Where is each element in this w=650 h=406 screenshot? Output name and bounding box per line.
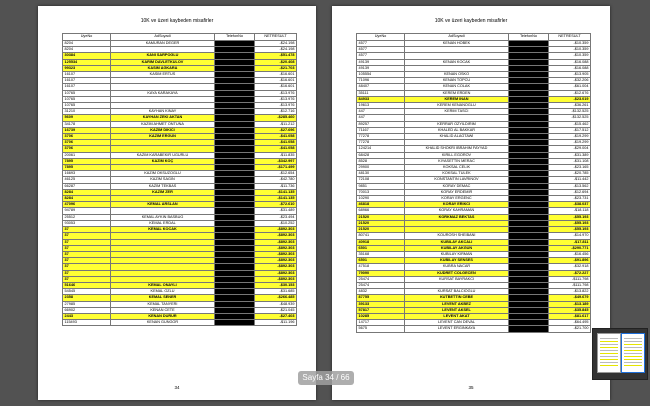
cell-adsoyadi: KUBILAY AKCALI — [405, 239, 509, 245]
cell-uyeno: 77278 — [357, 134, 405, 140]
cell-adsoyadi: KEREM KENANOGLU — [405, 103, 509, 109]
cell-netresult: -$20.785 — [549, 171, 591, 177]
cell-uyeno: 4832 — [357, 289, 405, 295]
cell-uyeno: 3706 — [63, 146, 111, 152]
thumbnail-panel[interactable] — [592, 328, 648, 380]
cell-uyeno: 84933 — [357, 96, 405, 102]
cell-adsoyadi: KUBILAY KIRMAN — [405, 251, 509, 257]
cell-adsoyadi: KENAN OSKO — [405, 72, 509, 78]
cell-adsoyadi: KUBRA NACAR — [405, 264, 509, 270]
cell-netresult: -$55.193 — [549, 220, 591, 226]
cell-netresult: -$19.299 — [549, 140, 591, 146]
cell-uyeno: 124214 — [357, 146, 405, 152]
cell-netresult: -$10.359 — [549, 53, 591, 59]
cell-adsoyadi: KAZIM ERGUN — [111, 134, 215, 140]
cell-netresult: -$41.058 — [255, 140, 297, 146]
table-row — [63, 320, 297, 326]
cell-netresult: -$892.303 — [255, 270, 297, 276]
cell-netresult: -$20.408 — [255, 59, 297, 65]
cell-uyeno: 21520 — [357, 227, 405, 233]
cell-netresult: -$18.118 — [549, 208, 591, 214]
cell-adsoyadi: KIYASETTIN MERAC — [405, 158, 509, 164]
cell-netresult: -$61.004 — [549, 84, 591, 90]
cell-netresult: -$23.494 — [255, 214, 297, 220]
cell-uyeno: 10285 — [357, 313, 405, 319]
cell-netresult: -$23.731 — [549, 196, 591, 202]
cell-adsoyadi: KURSAT BAYRAKCI — [405, 276, 509, 282]
cell-uyeno: 16107 — [63, 78, 111, 84]
cell-netresult: -$12.694 — [549, 189, 591, 195]
cell-adsoyadi: KOKSAL CELIK — [405, 165, 509, 171]
cell-adsoyadi: KEMAL KOCAK — [111, 227, 215, 233]
cell-uyeno: 51646 — [63, 282, 111, 288]
cell-uyeno: 8284 — [63, 189, 111, 195]
cell-netresult: -$10.359 — [549, 47, 591, 53]
cell-uyeno: 99323 — [63, 65, 111, 71]
cell-adsoyadi: KARIM DAVLETKULOV — [111, 59, 215, 65]
table-row — [357, 326, 591, 332]
cell-adsoyadi: LEVENT AKSEL — [405, 307, 509, 313]
cell-adsoyadi: KUTBETTIN CEBE — [405, 295, 509, 301]
cell-uyeno: 20061 — [63, 152, 111, 158]
cell-netresult: -$16.088 — [549, 59, 591, 65]
cell-adsoyadi: KENAN DURUR — [111, 313, 215, 319]
page-title: 10K ve üzeri kaybeden misafirler — [434, 18, 508, 24]
cell-uyeno: 25474 — [357, 282, 405, 288]
header-telefonno: TelefonNo — [215, 34, 255, 41]
cell-adsoyadi: KORKMAZ BEKTAS — [405, 214, 509, 220]
cell-adsoyadi: KORAY ERIKCI — [405, 202, 509, 208]
cell-uyeno: 4577 — [357, 41, 405, 47]
cell-netresult: -$13.822 — [549, 289, 591, 295]
cell-netresult: -$141.135 — [255, 189, 297, 195]
cell-netresult: -$41.058 — [255, 146, 297, 152]
cell-netresult: -$10.359 — [549, 41, 591, 47]
cell-netresult: -$892.303 — [255, 233, 297, 239]
cell-netresult: -$38.037 — [549, 202, 591, 208]
cell-uyeno: 37 — [63, 239, 111, 245]
cell-netresult: -$266.485 — [255, 295, 297, 301]
cell-adsoyadi: KEMAL ONAYLI — [111, 282, 215, 288]
cell-uyeno: 72108 — [357, 177, 405, 183]
cell-uyeno: 37 — [63, 264, 111, 270]
page-title: 10K ve üzeri kaybeden misafirler — [140, 18, 214, 24]
cell-uyeno: 37 — [63, 276, 111, 282]
page-thumbnail[interactable] — [597, 333, 621, 373]
cell-uyeno: 71167 — [357, 127, 405, 133]
cell-uyeno: 4577 — [357, 53, 405, 59]
cell-adsoyadi: KORAY ERGENC — [405, 196, 509, 202]
cell-adsoyadi: KENAN GUNGOR — [111, 320, 215, 326]
cell-uyeno: 16107 — [63, 72, 111, 78]
cell-adsoyadi: KEMAL ARSLAN — [111, 202, 215, 208]
cell-netresult: -$13.189 — [549, 301, 591, 307]
cell-netresult: -$24.198 — [255, 41, 297, 47]
cell-adsoyadi: KORAY DEMAC — [405, 183, 509, 189]
cell-netresult: -$892.303 — [255, 245, 297, 251]
cell-netresult: -$55.193 — [549, 214, 591, 220]
cell-uyeno: 37 — [63, 258, 111, 264]
cell-netresult: -$892.303 — [255, 258, 297, 264]
cell-uyeno: 89257 — [357, 121, 405, 127]
cell-uyeno: 37 — [63, 251, 111, 257]
cell-uyeno: 37 — [63, 270, 111, 276]
cell-netresult: -$16.601 — [255, 84, 297, 90]
cell-uyeno: 80741 — [357, 233, 405, 239]
cell-netresult: -$11.736 — [255, 183, 297, 189]
cell-netresult: -$81.617 — [549, 313, 591, 319]
cell-adsoyadi: KEREM INAN — [405, 96, 509, 102]
cell-netresult: -$31.108 — [549, 158, 591, 164]
cell-adsoyadi: KHALED AL BAKKAR — [405, 127, 509, 133]
cell-uyeno: 25474 — [357, 276, 405, 282]
cell-netresult: -$49.679 — [549, 295, 591, 301]
header-uyeno: UyeNo — [357, 34, 405, 41]
cell-adsoyadi: KANI SARPOGLU — [111, 53, 215, 59]
cell-uyeno: 447 — [357, 115, 405, 121]
cell-adsoyadi: KEMAL TANYERI — [111, 301, 215, 307]
cell-uyeno: 7895 — [63, 165, 111, 171]
table-header-row — [357, 34, 591, 41]
cell-adsoyadi: KENAN TOPCU — [405, 78, 509, 84]
cell-uyeno: 447 — [357, 109, 405, 115]
cell-netresult: -$32.918 — [549, 264, 591, 270]
page-indicator: Sayfa 34 / 66 — [298, 371, 354, 385]
cell-netresult: -$12.716 — [255, 109, 297, 115]
cell-adsoyadi: KURSAT BALCIOGLU — [405, 289, 509, 295]
cell-netresult: -$141.135 — [255, 196, 297, 202]
cell-netresult: -$42.780 — [255, 177, 297, 183]
cell-adsoyadi: KEMAL SENER — [111, 295, 215, 301]
cell-adsoyadi: KEREM ERDEN — [405, 90, 509, 96]
cell-uyeno: 49139 — [357, 65, 405, 71]
cell-netresult: -$892.303 — [255, 264, 297, 270]
cell-adsoyadi: KASIM ERTUS — [111, 72, 215, 78]
cell-netresult: -$19.299 — [549, 134, 591, 140]
cell-uyeno: 94789 — [63, 208, 111, 214]
cell-uyeno: 31210 — [63, 109, 111, 115]
cell-adsoyadi: KEMAL ERDAL — [111, 220, 215, 226]
cell-telefonno-redacted — [215, 320, 255, 326]
cell-netresult: -$10.252 — [255, 220, 297, 226]
cell-adsoyadi: LEVENT AKBEZ — [405, 301, 509, 307]
cell-adsoyadi: KOUROSH SHEIBANI — [405, 233, 509, 239]
page-thumbnail-current[interactable] — [621, 333, 645, 373]
cell-netresult: -$14.970 — [549, 233, 591, 239]
cell-uyeno: 21520 — [357, 214, 405, 220]
cell-uyeno: 93053 — [63, 220, 111, 226]
document-page-right — [332, 6, 610, 400]
cell-netresult: -$21.700 — [549, 326, 591, 332]
cell-uyeno: 27985 — [63, 301, 111, 307]
cell-netresult: -$892.303 — [255, 276, 297, 282]
cell-uyeno: 10765 — [63, 96, 111, 102]
cell-netresult: -$48.939 — [255, 301, 297, 307]
cell-netresult: -$13.976 — [255, 90, 297, 96]
cell-adsoyadi: KAZIM DIKICI — [111, 127, 215, 133]
cell-netresult: -$13.905 — [549, 72, 591, 78]
cell-uyeno: 49139 — [357, 59, 405, 65]
cell-uyeno: 2443 — [63, 313, 111, 319]
cell-telefonno-redacted — [509, 326, 549, 332]
cell-netresult: -$13.976 — [255, 96, 297, 102]
cell-netresult: -$51.478 — [255, 53, 297, 59]
cell-uyeno: 48407 — [357, 84, 405, 90]
cell-uyeno: 19613 — [357, 103, 405, 109]
cell-uyeno: 115493 — [63, 320, 111, 326]
cell-netresult: -$290.771 — [549, 245, 591, 251]
cell-uyeno: 87755 — [357, 295, 405, 301]
cell-adsoyadi: KERRAR OZYILDIRIM — [405, 121, 509, 127]
cell-adsoyadi: KAZIM TEKBAS — [111, 183, 215, 189]
cell-adsoyadi: KEMAL AYKIN BASBUG — [111, 214, 215, 220]
cell-netresult: -$132.525 — [549, 109, 591, 115]
cell-adsoyadi: LEVENT ERGINKAYA — [405, 326, 509, 332]
cell-netresult: -$892.303 — [255, 239, 297, 245]
cell-netresult: -$24.198 — [255, 47, 297, 53]
cell-uyeno: 46125 — [63, 177, 111, 183]
header-netresult: NETRESULT — [549, 34, 591, 41]
cell-adsoyadi: KAMURAN DEGER — [111, 41, 215, 47]
cell-netresult: -$16.088 — [549, 65, 591, 71]
cell-uyeno: 48130 — [357, 171, 405, 177]
cell-uyeno: 70013 — [357, 189, 405, 195]
cell-uyeno: 35168 — [357, 251, 405, 257]
cell-uyeno: 7895 — [63, 158, 111, 164]
cell-netresult: -$72.610 — [255, 202, 297, 208]
cell-adsoyadi: KONSTANTIN LAVRINOV — [405, 177, 509, 183]
cell-uyeno: 25512 — [63, 214, 111, 220]
cell-uyeno: 9851 — [357, 183, 405, 189]
cell-uyeno: 40918 — [357, 239, 405, 245]
cell-uyeno: 39133 — [357, 301, 405, 307]
cell-uyeno: 66902 — [63, 307, 111, 313]
cell-netresult: -$11.442 — [549, 177, 591, 183]
document-page-left — [38, 6, 316, 400]
cell-adsoyadi: KUDRET COLGECEN — [405, 270, 509, 276]
cell-netresult: -$23.019 — [549, 96, 591, 102]
cell-netresult: -$15.462 — [549, 121, 591, 127]
table-body — [63, 41, 297, 326]
cell-uyeno: 16693 — [63, 171, 111, 177]
cell-uyeno: 8284 — [63, 196, 111, 202]
cell-uyeno: 47096 — [63, 202, 111, 208]
cell-adsoyadi: KAZIM ZER — [111, 189, 215, 195]
page-number: 34 — [174, 385, 180, 390]
table-body — [357, 41, 591, 333]
cell-uyeno: 68966 — [357, 208, 405, 214]
cell-adsoyadi: KAZIM AHMET ONTUNA — [111, 121, 215, 127]
cell-uyeno: 57817 — [357, 307, 405, 313]
cell-netresult: -$30.153 — [255, 282, 297, 288]
header-netresult: NETRESULT — [255, 34, 297, 41]
cell-netresult: -$132.525 — [549, 115, 591, 121]
cell-uyeno: 3706 — [63, 134, 111, 140]
cell-adsoyadi: KENAN CETE — [111, 307, 215, 313]
cell-netresult: -$892.303 — [255, 227, 297, 233]
cell-uyeno: 10765 — [63, 103, 111, 109]
header-uyeno: UyeNo — [63, 34, 111, 41]
cell-netresult: -$171.499 — [255, 165, 297, 171]
cell-adsoyadi: KENAN COLAK — [405, 84, 509, 90]
cell-adsoyadi: KAZIM KARABEKIR UGURLU — [111, 152, 215, 158]
cell-uyeno: 71096 — [357, 78, 405, 84]
cell-uyeno: 8204 — [63, 47, 111, 53]
cell-netresult: -$16.456 — [549, 251, 591, 257]
cell-uyeno: 6501 — [357, 258, 405, 264]
cell-uyeno: 37 — [63, 227, 111, 233]
cell-netresult: -$12.676 — [549, 90, 591, 96]
cell-uyeno: 8528 — [357, 158, 405, 164]
cell-netresult: -$29.004 — [549, 146, 591, 152]
cell-uyeno: 34178 — [63, 121, 111, 127]
cell-netresult: -$21.703 — [255, 65, 297, 71]
cell-netresult: -$11.196 — [255, 320, 297, 326]
cell-adsoyadi: KORAY KAHRAMAN — [405, 208, 509, 214]
cell-uyeno: 37 — [63, 233, 111, 239]
cell-netresult: -$11.835 — [255, 152, 297, 158]
cell-adsoyadi: KAZIM KOÇ — [111, 158, 215, 164]
cell-netresult: -$17.512 — [549, 127, 591, 133]
cell-adsoyadi: KUBILAY SENSES — [405, 258, 509, 264]
cell-adsoyadi: KOKSAL TULEK — [405, 171, 509, 177]
cell-netresult: -$27.403 — [255, 313, 297, 319]
cell-netresult: -$16.601 — [255, 72, 297, 78]
cell-uyeno: 14717 — [357, 320, 405, 326]
header-telefonno: TelefonNo — [509, 34, 549, 41]
cell-netresult: -$17.811 — [549, 239, 591, 245]
cell-adsoyadi: KASIM AGKARA — [111, 65, 215, 71]
cell-adsoyadi: KORAY ERDEMIR — [405, 189, 509, 195]
cell-adsoyadi: KAZIM OKSUZOGLU — [111, 171, 215, 177]
cell-netresult: -$32.206 — [549, 78, 591, 84]
cell-adsoyadi: KAYA KARAKAYA — [111, 90, 215, 96]
cell-netresult: -$13.976 — [255, 103, 297, 109]
cell-netresult: -$64.495 — [549, 320, 591, 326]
cell-uyeno: 2358 — [63, 295, 111, 301]
cell-adsoyadi: KENAN HOBEK — [405, 41, 509, 47]
cell-adsoyadi: KERIM TASCI — [405, 109, 509, 115]
cell-netresult: -$16.601 — [255, 78, 297, 84]
cell-netresult: -$23.165 — [549, 165, 591, 171]
cell-adsoyadi: LEVENT CAN DEVAL — [405, 320, 509, 326]
cell-netresult: -$111.798 — [549, 282, 591, 288]
cell-uyeno: 68428 — [357, 152, 405, 158]
cell-netresult: -$91.896 — [549, 258, 591, 264]
cell-netresult: -$36.261 — [549, 103, 591, 109]
cell-netresult: -$892.303 — [255, 251, 297, 257]
cell-adsoyadi: KUBILAY AKGUN — [405, 245, 509, 251]
losses-table — [62, 33, 297, 326]
losses-table — [356, 33, 591, 333]
cell-uyeno: 37 — [63, 245, 111, 251]
cell-netresult: -$31.389 — [549, 152, 591, 158]
cell-adsoyadi: KENAN KOCAK — [405, 59, 509, 65]
cell-uyeno: 10765 — [63, 90, 111, 96]
cell-netresult: -$72.227 — [549, 270, 591, 276]
cell-netresult: -$31.685 — [255, 289, 297, 295]
cell-uyeno: 4577 — [357, 47, 405, 53]
cell-adsoyadi: KEMAL OZLU — [111, 289, 215, 295]
cell-netresult: -$342.997 — [255, 158, 297, 164]
table-header-row — [63, 34, 297, 41]
cell-netresult: -$55.193 — [549, 227, 591, 233]
cell-uyeno: 77278 — [357, 140, 405, 146]
cell-netresult: -$31.489 — [255, 208, 297, 214]
cell-uyeno: 79090 — [357, 270, 405, 276]
cell-adsoyadi: KIRILL EGOROV — [405, 152, 509, 158]
cell-uyeno: 54545 — [63, 289, 111, 295]
cell-adsoyadi: KAYHAN ZEKI AKTAN — [111, 115, 215, 121]
cell-uyeno: 16107 — [63, 84, 111, 90]
cell-netresult: -$285.460 — [255, 115, 297, 121]
header-adsoyadi: AdSoyadi — [405, 34, 509, 41]
cell-netresult: -$27.696 — [255, 127, 297, 133]
cell-adsoyadi: LEVENT AKAT — [405, 313, 509, 319]
cell-adsoyadi: KAYHAN KINAY — [111, 109, 215, 115]
cell-netresult: -$41.058 — [255, 134, 297, 140]
cell-uyeno: 5609 — [63, 115, 111, 121]
cell-netresult: -$13.562 — [549, 183, 591, 189]
cell-uyeno: 16739 — [63, 127, 111, 133]
cell-uyeno: 3706 — [63, 140, 111, 146]
cell-uyeno: 5675 — [357, 326, 405, 332]
cell-adsoyadi: KAZIM SAGIN — [111, 177, 215, 183]
page-number: 35 — [468, 385, 474, 390]
cell-uyeno: 47518 — [357, 264, 405, 270]
cell-netresult: -$111.798 — [549, 276, 591, 282]
cell-netresult: -$35.845 — [549, 307, 591, 313]
cell-netresult: -$12.654 — [255, 171, 297, 177]
cell-uyeno: 35111 — [357, 90, 405, 96]
cell-uyeno: 6501 — [357, 245, 405, 251]
cell-uyeno: 105554 — [357, 72, 405, 78]
cell-uyeno: 8204 — [63, 41, 111, 47]
header-adsoyadi: AdSoyadi — [111, 34, 215, 41]
cell-netresult: -$21.045 — [255, 307, 297, 313]
cell-adsoyadi: KHALID ALAGTAWI — [405, 134, 509, 140]
cell-uyeno: 30384 — [63, 53, 111, 59]
cell-uyeno: 125534 — [63, 59, 111, 65]
cell-netresult: -$11.212 — [255, 121, 297, 127]
cell-adsoyadi: KHALID SHOKRI IBRAHIM FAYYAD — [405, 146, 509, 152]
cell-uyeno: 21520 — [357, 220, 405, 226]
cell-uyeno: 10290 — [357, 196, 405, 202]
cell-uyeno: 46818 — [357, 202, 405, 208]
cell-uyeno: 66287 — [63, 183, 111, 189]
cell-uyeno: 29900 — [357, 165, 405, 171]
